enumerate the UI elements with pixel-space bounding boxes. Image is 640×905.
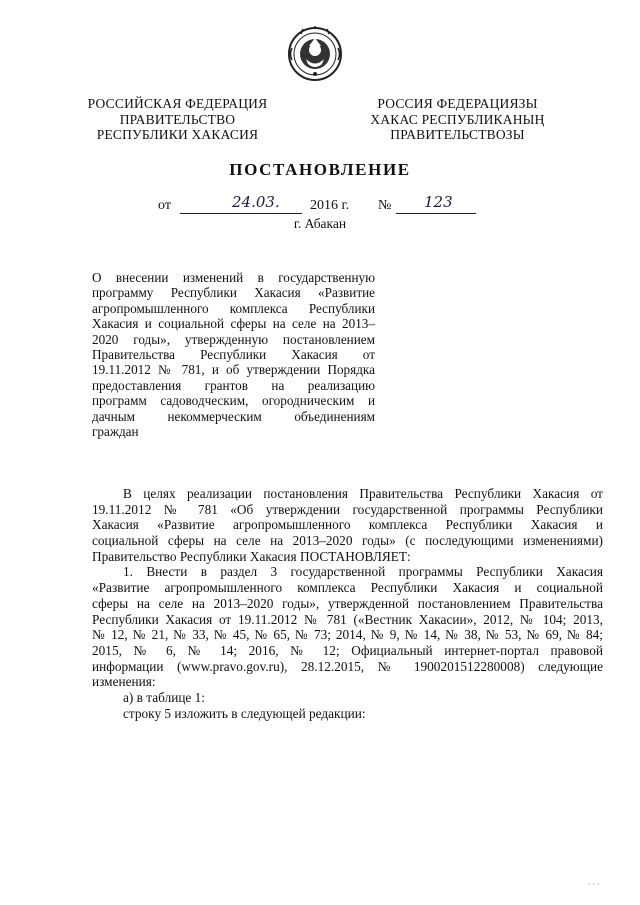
handwritten-date: 24.03. [232, 193, 280, 211]
header-left-line-2: ПРАВИТЕЛЬСТВО [119, 111, 236, 127]
body-line: 2015, № 6, № 14; 2016, № 12; Официальный интернет-портал правовой [92, 642, 603, 658]
body-line: 1. Внести в раздел 3 государственной программы Республики Хакасия [123, 564, 603, 580]
subject-line: 2020 годы», утвержденную постановлением [92, 331, 375, 347]
number-label: № [378, 198, 392, 213]
body-line: социальной сферы на селе на 2013–2020 годы» (с последующими изменениями) [92, 533, 603, 549]
subject-block [92, 270, 375, 439]
body-line: а) в таблице 1: [123, 689, 206, 705]
header-right-line-2: ХАКАС РЕСПУБЛИКАНЫҢ [370, 111, 545, 127]
date-number-line [0, 193, 640, 218]
year-text: 2016 г. [310, 198, 350, 213]
header-right-line-1: РОССИЯ ФЕДЕРАЦИЯЗЫ [377, 96, 538, 111]
body-line: Правительство Республики Хакасия ПОСТАНОВЛЯЕТ: [92, 548, 411, 564]
subject-line: программ садоводческим, огородническим и [92, 393, 375, 409]
subject-line: Хакасия и социальной сферы на селе на 2013– [92, 316, 375, 332]
handwritten-number: 123 [424, 193, 453, 211]
body-line: информации (www.pravo.gov.ru), 28.12.2015, № 1900201512280008) следующие [92, 658, 603, 674]
subject-line: граждан [92, 423, 139, 439]
subject-line: программу Республики Хакасия «Развитие [92, 285, 375, 301]
body-line: «Развитие агропромышленного комплекса Республики Хакасия и социальной [92, 580, 603, 596]
header-left [80, 96, 275, 143]
header-right [350, 96, 565, 143]
subject-line: предоставления грантов на реализацию [92, 377, 375, 393]
body-line: сферы на селе на 2013–2020 годы», утвержденной постановлением Правительства [92, 595, 603, 611]
header-left-line-3: РЕСПУБЛИКИ ХАКАСИЯ [96, 127, 259, 142]
coat-of-arms-emblem [287, 26, 343, 82]
document-title: ПОСТАНОВЛЕНИЕ [229, 160, 411, 179]
subject-line: дачным некоммерческим объединениям [92, 408, 375, 424]
scan-specks: · · · [588, 880, 600, 889]
subject-line: О внесении изменений в государственную [92, 270, 375, 285]
body-line: Хакасия «Развитие агропромышленного комплекса Республики Хакасия и [92, 517, 603, 533]
subject-line: агропромышленного комплекса Республики [92, 300, 375, 316]
body-line: изменения: [92, 674, 156, 690]
body-line: Республики Хакасия от 19.11.2012 № 781 («Вестник Хакасии», 2012, № 104; 2013, [92, 611, 603, 627]
body-line: 19.11.2012 № 781 «Об утверждении государственной программы Республики [92, 501, 603, 517]
date-prefix: от [158, 198, 171, 213]
body-text [92, 486, 603, 721]
body-line: № 12, № 21, № 33, № 45, № 65, № 73; 2014, № 9, № 14, № 38, № 53, № 69, № 84; [92, 627, 603, 643]
header-left-line-1: РОССИЙСКАЯ ФЕДЕРАЦИЯ [87, 96, 268, 111]
body-line: В целях реализации постановления Правительства Республики Хакасия от [123, 486, 603, 501]
subject-line: 19.11.2012 № 781, и об утверждении Порядка [92, 362, 375, 378]
body-line: строку 5 изложить в следующей редакции: [123, 705, 366, 721]
subject-line: Правительства Республики Хакасия от [92, 346, 375, 362]
header-right-line-3: ПРАВИТЕЛЬСТВОЗЫ [390, 127, 525, 142]
city-name: г. Абакан [293, 216, 347, 231]
